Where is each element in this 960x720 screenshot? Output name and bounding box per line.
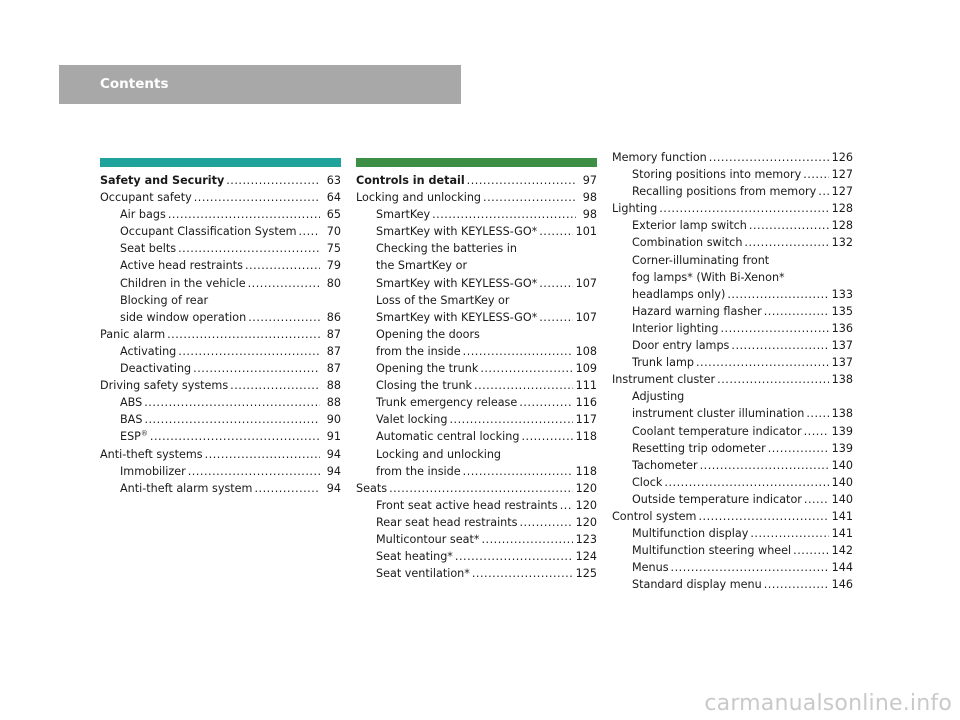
toc-entry-title: Occupant safety — [100, 191, 192, 205]
dot-leader — [455, 548, 573, 565]
toc-entry[interactable] — [356, 411, 597, 428]
toc-page-number: 124 — [575, 550, 597, 564]
toc-entry-title: Multifunction steering wheel — [632, 544, 792, 558]
dot-leader — [463, 463, 573, 480]
toc-page-number: 94 — [326, 464, 341, 478]
toc-column-3 — [612, 149, 853, 593]
toc-list — [612, 149, 853, 593]
toc-entry[interactable] — [100, 411, 341, 428]
toc-entry[interactable] — [356, 257, 597, 274]
toc-entry-title: Combination switch — [632, 236, 743, 250]
dot-leader — [178, 343, 320, 360]
toc-entry[interactable] — [356, 497, 597, 514]
toc-entry[interactable] — [356, 343, 597, 360]
toc-entry[interactable] — [356, 480, 597, 497]
toc-entry[interactable] — [356, 531, 597, 548]
dot-leader — [389, 480, 573, 497]
toc-page-number: 136 — [831, 321, 853, 335]
dot-leader — [194, 189, 320, 206]
toc-page-number: 132 — [831, 236, 853, 250]
toc-entry-title: Outside temperature indicator — [632, 492, 802, 506]
toc-entry[interactable] — [356, 377, 597, 394]
toc-entry[interactable] — [100, 428, 341, 445]
toc-entry-title: Immobilizer — [120, 464, 186, 478]
toc-page-number: 80 — [326, 276, 341, 290]
toc-entry-title: Resetting trip odometer — [632, 441, 766, 455]
toc-entry-title: Lighting — [612, 202, 658, 216]
toc-entry[interactable] — [612, 252, 853, 269]
dot-leader — [764, 576, 829, 593]
toc-entry[interactable] — [612, 405, 853, 422]
dot-leader — [744, 234, 828, 251]
toc-entry[interactable] — [612, 286, 853, 303]
dot-leader — [519, 394, 572, 411]
toc-entry[interactable] — [100, 326, 341, 343]
toc-entry-title: fog lamps* (With Bi-Xenon* — [632, 270, 785, 284]
dot-leader — [727, 286, 828, 303]
toc-entry-title: side window operation — [120, 310, 247, 324]
toc-entry-title: Multifunction display — [632, 527, 749, 541]
toc-entry-title: Seat ventilation* — [376, 567, 470, 581]
toc-entry[interactable] — [356, 223, 597, 240]
toc-entry-title: Deactivating — [120, 362, 192, 376]
toc-page-number: 120 — [575, 498, 597, 512]
dot-leader — [144, 411, 320, 428]
toc-page-number: 88 — [326, 396, 341, 410]
dot-leader — [521, 428, 572, 445]
dot-leader — [144, 394, 320, 411]
toc-entry[interactable] — [612, 149, 853, 166]
toc-entry[interactable] — [612, 542, 853, 559]
toc-entry[interactable] — [612, 474, 853, 491]
dot-leader — [226, 172, 320, 189]
toc-entry[interactable] — [612, 525, 853, 542]
toc-page-number: 70 — [326, 225, 341, 239]
toc-entry-title: Menus — [632, 561, 669, 575]
toc-entry[interactable] — [356, 548, 597, 565]
toc-entry-title: Hazard warning flasher — [632, 304, 762, 318]
toc-entry-title: Opening the doors — [376, 327, 480, 341]
dot-leader — [248, 275, 320, 292]
toc-entry-title: instrument cluster illumination — [632, 407, 805, 421]
toc-entry[interactable] — [612, 337, 853, 354]
toc-page-number: 120 — [575, 481, 597, 495]
toc-page-number: 120 — [575, 515, 597, 529]
toc-entry-title: Seat heating* — [376, 550, 453, 564]
dot-leader — [248, 309, 320, 326]
toc-entry[interactable] — [612, 559, 853, 576]
toc-entry-title: Automatic central locking — [376, 430, 520, 444]
toc-entry-title: Door entry lamps — [632, 339, 730, 353]
toc-entry[interactable] — [100, 275, 341, 292]
toc-entry[interactable] — [100, 257, 341, 274]
toc-entry-title: Panic alarm — [100, 327, 166, 341]
dot-leader — [709, 149, 829, 166]
dot-leader — [539, 309, 572, 326]
toc-entry[interactable] — [100, 480, 341, 497]
dot-leader — [671, 559, 829, 576]
toc-entry-title: Control system — [612, 509, 697, 523]
toc-entry-title: BAS — [120, 413, 143, 427]
toc-page-number: 88 — [326, 379, 341, 393]
toc-entry[interactable] — [100, 360, 341, 377]
toc-entry[interactable] — [356, 292, 597, 309]
dot-leader — [150, 428, 320, 445]
dot-leader — [193, 360, 320, 377]
toc-page-number: 137 — [831, 339, 853, 353]
toc-entry[interactable] — [100, 206, 341, 223]
dot-leader — [472, 565, 573, 582]
toc-entry-title: Children in the vehicle — [120, 276, 246, 290]
toc-page-number: 118 — [575, 430, 597, 444]
toc-page-number: 63 — [326, 174, 341, 187]
toc-entry-title: Closing the trunk — [376, 379, 473, 393]
toc-page-number: 90 — [326, 413, 341, 427]
toc-entry-title: from the inside — [376, 464, 461, 478]
toc-entry[interactable] — [356, 394, 597, 411]
toc-entry[interactable] — [612, 234, 853, 251]
dot-leader — [696, 354, 829, 371]
toc-entry-title: Air bags — [120, 208, 166, 222]
dot-leader — [178, 240, 320, 257]
toc-entry[interactable] — [612, 303, 853, 320]
toc-entry[interactable] — [356, 326, 597, 343]
toc-entry-title: Trunk lamp — [632, 356, 694, 370]
toc-entry[interactable] — [356, 172, 597, 189]
toc-page-number: 133 — [831, 287, 853, 301]
dot-leader — [818, 183, 828, 200]
dot-leader — [188, 463, 320, 480]
dot-leader — [539, 223, 572, 240]
toc-page-number: 107 — [575, 310, 597, 324]
toc-entry-title: Locking and unlocking — [356, 191, 482, 205]
toc-entry[interactable] — [356, 275, 597, 292]
toc-entry-title: SmartKey — [376, 208, 431, 222]
dot-leader — [768, 440, 829, 457]
toc-page-number: 101 — [575, 225, 597, 239]
toc-entry-title: Checking the batteries in — [376, 242, 517, 256]
toc-entry[interactable] — [356, 565, 597, 582]
dot-leader — [254, 480, 320, 497]
dot-leader — [167, 326, 320, 343]
dot-leader — [749, 217, 829, 234]
toc-entry-title: Recalling positions from memory — [632, 185, 817, 199]
toc-entry-title: Corner-illuminating front — [632, 253, 770, 267]
dot-leader — [449, 411, 572, 428]
dot-leader — [659, 200, 828, 217]
toc-entry-title: Anti-theft alarm system — [120, 481, 253, 495]
toc-page-number: 126 — [831, 151, 853, 164]
toc-entry-title: Trunk emergency release — [376, 396, 518, 410]
toc-entry[interactable] — [100, 292, 341, 309]
toc-entry[interactable] — [100, 240, 341, 257]
toc-entry[interactable] — [612, 508, 853, 525]
toc-entry-title: Multicontour seat* — [376, 532, 480, 546]
dot-leader — [230, 377, 320, 394]
toc-entry[interactable] — [100, 223, 341, 240]
toc-entry-title: Locking and unlocking — [376, 447, 502, 461]
toc-entry-title: ABS — [120, 396, 143, 410]
toc-entry[interactable] — [100, 189, 341, 206]
toc-entry-title: Front seat active head restraints — [376, 498, 558, 512]
dot-leader — [806, 405, 828, 422]
toc-entry[interactable] — [356, 189, 597, 206]
toc-entry-title: Seat belts — [120, 242, 177, 256]
toc-page-number: 140 — [831, 475, 853, 489]
toc-entry[interactable] — [612, 457, 853, 474]
toc-list — [100, 172, 341, 497]
toc-entry[interactable] — [612, 320, 853, 337]
toc-page-number: 65 — [326, 208, 341, 222]
toc-entry-title: SmartKey with KEYLESS-GO* — [376, 276, 538, 290]
dot-leader — [480, 360, 572, 377]
dot-leader — [698, 508, 828, 525]
toc-entry-title: Interior lighting — [632, 321, 719, 335]
dot-leader — [764, 303, 829, 320]
toc-entry-title: Loss of the SmartKey or — [376, 293, 510, 307]
toc-entry-title: Driving safety systems — [100, 379, 229, 393]
toc-page-number: 141 — [831, 509, 853, 523]
toc-entry-title: Occupant Classification System — [120, 225, 297, 239]
toc-entry[interactable] — [100, 172, 341, 189]
dot-leader — [481, 531, 572, 548]
page-title: Contents — [100, 76, 169, 92]
toc-entry[interactable] — [612, 166, 853, 183]
toc-entry[interactable] — [356, 309, 597, 326]
toc-page-number: 116 — [575, 396, 597, 410]
dot-leader — [750, 525, 828, 542]
toc-page-number: 137 — [831, 356, 853, 370]
dot-leader — [717, 371, 828, 388]
dot-leader — [804, 423, 829, 440]
toc-column-2 — [356, 158, 597, 582]
toc-entry[interactable] — [612, 388, 853, 405]
toc-page-number: 138 — [831, 373, 853, 387]
toc-page-number: 117 — [575, 413, 597, 427]
toc-entry-title: Anti-theft systems — [100, 447, 203, 461]
toc-entry-title: Standard display menu — [632, 578, 762, 592]
dot-leader — [205, 446, 320, 463]
toc-entry[interactable] — [612, 217, 853, 234]
toc-page-number: 125 — [575, 567, 597, 581]
toc-entry[interactable] — [356, 514, 597, 531]
dot-leader — [731, 337, 828, 354]
toc-page-number: 98 — [582, 208, 597, 222]
toc-entry[interactable] — [100, 377, 341, 394]
toc-page-number: 87 — [326, 327, 341, 341]
toc-page-number: 64 — [326, 191, 341, 205]
toc-entry-title: Blocking of rear — [120, 293, 209, 307]
toc-entry[interactable] — [100, 463, 341, 480]
toc-entry[interactable] — [612, 491, 853, 508]
toc-entry[interactable] — [100, 343, 341, 360]
toc-page-number: 139 — [831, 441, 853, 455]
toc-entry-title: Valet locking — [376, 413, 448, 427]
toc-page-number: 128 — [831, 219, 853, 233]
toc-page-number: 135 — [831, 304, 853, 318]
dot-leader — [664, 474, 828, 491]
registered-mark: ® — [140, 429, 148, 438]
dot-leader — [474, 377, 573, 394]
toc-page-number: 141 — [831, 527, 853, 541]
toc-page-number: 109 — [575, 362, 597, 376]
dot-leader — [700, 457, 829, 474]
toc-entry[interactable] — [356, 360, 597, 377]
toc-page-number: 107 — [575, 276, 597, 290]
toc-entry-title: Instrument cluster — [612, 373, 716, 387]
toc-entry-title: SmartKey with KEYLESS-GO* — [376, 310, 538, 324]
toc-page-number: 142 — [831, 544, 853, 558]
toc-page-number: 98 — [582, 191, 597, 205]
toc-entry-title: Controls in detail — [356, 174, 465, 187]
toc-entry[interactable] — [100, 446, 341, 463]
dot-leader — [299, 223, 321, 240]
toc-entry-title: Opening the trunk — [376, 362, 479, 376]
toc-page-number: 139 — [831, 424, 853, 438]
toc-page-number: 138 — [831, 407, 853, 421]
toc-page-number: 127 — [831, 168, 853, 182]
watermark: carmanualsonline.info — [704, 691, 952, 716]
toc-page-number: 127 — [831, 185, 853, 199]
section-bar-safety — [100, 158, 341, 167]
toc-column-1 — [100, 158, 341, 497]
toc-entry[interactable] — [612, 183, 853, 200]
dot-leader — [804, 491, 829, 508]
toc-entry[interactable] — [612, 354, 853, 371]
toc-entry-title: Adjusting — [632, 390, 685, 404]
toc-entry[interactable] — [356, 240, 597, 257]
dot-leader — [720, 320, 828, 337]
dot-leader — [168, 206, 320, 223]
toc-page-number: 91 — [326, 430, 341, 444]
toc-page-number: 123 — [575, 532, 597, 546]
toc-entry[interactable] — [612, 269, 853, 286]
toc-entry-title: Seats — [356, 481, 388, 495]
dot-leader — [245, 257, 320, 274]
dot-leader — [803, 166, 828, 183]
header-bar — [59, 65, 461, 104]
toc-list — [356, 172, 597, 582]
toc-page-number: 140 — [831, 458, 853, 472]
toc-entry[interactable] — [356, 463, 597, 480]
toc-entry-title: Active head restraints — [120, 259, 243, 273]
dot-leader — [432, 206, 576, 223]
toc-page-number: 128 — [831, 202, 853, 216]
toc-entry[interactable] — [100, 309, 341, 326]
toc-page-number: 94 — [326, 447, 341, 461]
toc-entry-title: from the inside — [376, 344, 461, 358]
dot-leader — [793, 542, 828, 559]
toc-page-number: 140 — [831, 492, 853, 506]
toc-entry-title: Activating — [120, 344, 177, 358]
dot-leader — [483, 189, 576, 206]
toc-entry[interactable] — [612, 371, 853, 388]
toc-page-number: 75 — [326, 242, 341, 256]
toc-entry-title: headlamps only) — [632, 287, 726, 301]
toc-entry[interactable] — [612, 200, 853, 217]
toc-entry-title: Storing positions into memory — [632, 168, 802, 182]
toc-entry-title: ESP® — [120, 429, 148, 444]
toc-page-number: 79 — [326, 259, 341, 273]
dot-leader — [467, 172, 576, 189]
toc-entry-title: Clock — [632, 475, 663, 489]
toc-entry[interactable] — [612, 576, 853, 593]
toc-page-number: 97 — [582, 174, 597, 187]
toc-entry-title: Tachometer — [632, 458, 698, 472]
dot-leader — [560, 497, 573, 514]
toc-page-number: 111 — [575, 379, 597, 393]
dot-leader — [519, 514, 572, 531]
toc-entry-title: Safety and Security — [100, 174, 225, 187]
toc-entry-title: Coolant temperature indicator — [632, 424, 802, 438]
toc-page-number: 144 — [831, 561, 853, 575]
toc-page-number: 87 — [326, 344, 341, 358]
toc-entry[interactable] — [356, 206, 597, 223]
toc-entry-title: Rear seat head restraints — [376, 515, 518, 529]
section-bar-controls — [356, 158, 597, 167]
dot-leader — [463, 343, 573, 360]
toc-page-number: 108 — [575, 344, 597, 358]
toc-page-number: 118 — [575, 464, 597, 478]
toc-page-number: 86 — [326, 310, 341, 324]
toc-entry-title: Memory function — [612, 151, 707, 164]
toc-entry-title: Exterior lamp switch — [632, 219, 747, 233]
toc-entry[interactable] — [356, 428, 597, 445]
toc-page-number: 87 — [326, 362, 341, 376]
toc-entry[interactable] — [356, 446, 597, 463]
toc-page-number: 146 — [831, 578, 853, 592]
toc-entry[interactable] — [612, 423, 853, 440]
toc-entry-title: the SmartKey or — [376, 259, 468, 273]
toc-entry-title: SmartKey with KEYLESS-GO* — [376, 225, 538, 239]
toc-entry[interactable] — [612, 440, 853, 457]
dot-leader — [539, 275, 572, 292]
toc-entry[interactable] — [100, 394, 341, 411]
toc-page-number: 94 — [326, 481, 341, 495]
